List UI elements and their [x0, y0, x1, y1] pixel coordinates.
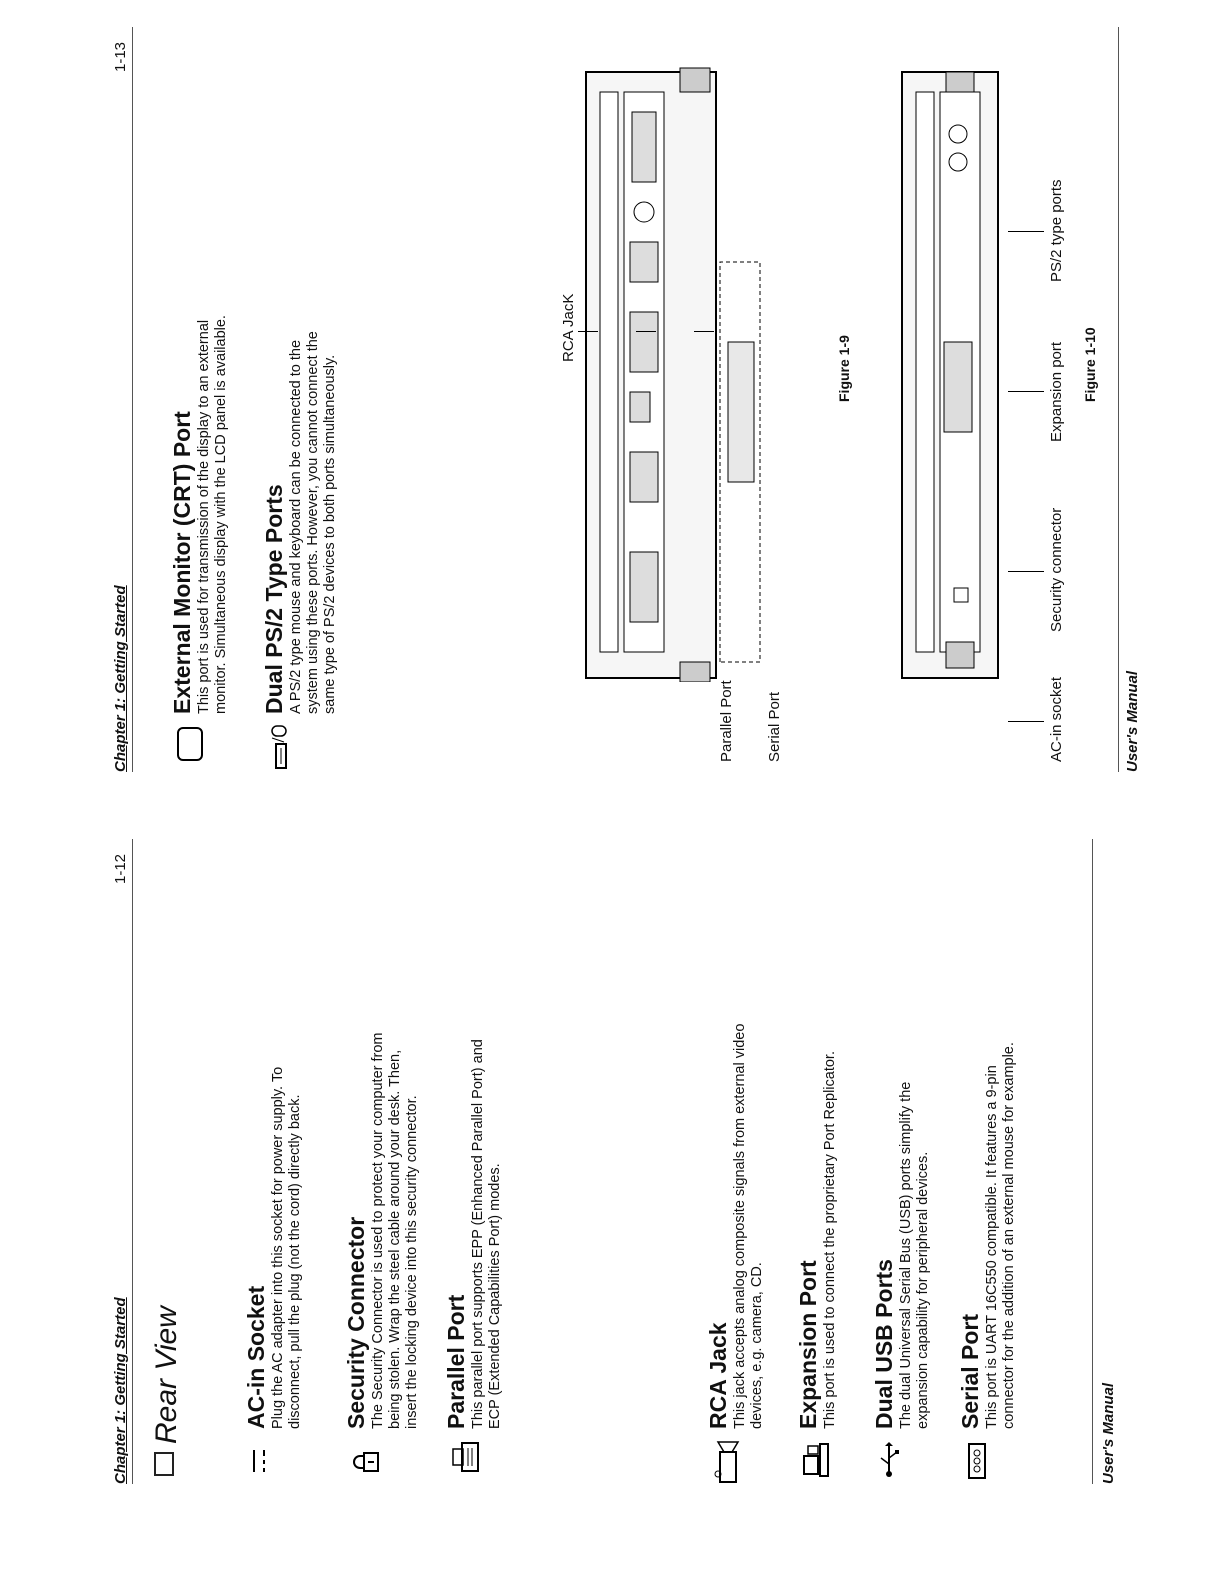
- page-1-12: [0, 792, 1224, 1584]
- footer-rule: [1118, 27, 1119, 772]
- section-heading: Parallel Port: [443, 1294, 469, 1429]
- section-heading: RCA Jack: [705, 1322, 731, 1429]
- section-heading: AC-in Socket: [243, 1285, 269, 1429]
- leader-line: [1008, 571, 1044, 572]
- leader-line: [578, 331, 598, 332]
- label-parallel-port: Parallel Port: [718, 680, 735, 762]
- section-heading: Expansion Port: [795, 1260, 821, 1429]
- section-text: This port is UART 16C550 compatible. It features a 9-pin connector for the addition of an external mouse for example.: [984, 1042, 1017, 1429]
- section-text: The Security Connector is used to protect your computer from being stolen. Wrap the steel cable around your desk. Then, insert the locking device into this security connector.: [370, 1032, 420, 1429]
- page-number: 1-12: [112, 853, 129, 884]
- section-expansion: [796, 869, 839, 1429]
- page-header: Chapter 1: Getting Started: [112, 585, 129, 772]
- serial-port-icon: [966, 1440, 988, 1480]
- label-security-connector: Security connector: [1048, 507, 1065, 632]
- section-heading: Security Connector: [343, 1216, 369, 1429]
- section-text: This parallel port supports EPP (Enhanced Parallel Port) and ECP (Extended Capabilities Port) modes.: [470, 1039, 503, 1429]
- port-replicator-icon: [800, 1442, 830, 1478]
- label-serial-port: Serial Port: [766, 691, 783, 762]
- section-parallel: [444, 869, 504, 1429]
- leader-line: [1008, 391, 1044, 392]
- label-ac-in-socket: AC-in socket: [1048, 676, 1065, 762]
- section-ac-in: [244, 869, 304, 1429]
- section-security: [344, 869, 421, 1429]
- leader-line: [1008, 231, 1044, 232]
- section-text: A PS/2 type mouse and keyboard can be connected to the system using these ports. However, you cannot connect the same type of PS/2 devices to both ports simultaneously.: [288, 331, 338, 714]
- section-text: This jack accepts analog composite signals from external video devices, e.g. camera, CD.: [732, 1023, 765, 1429]
- label-ps2-ports: PS/2 type ports: [1048, 179, 1065, 282]
- section-text: This port is used to connect the proprietary Port Replicator.: [822, 1051, 838, 1429]
- page-header: Chapter 1: Getting Started: [112, 1297, 129, 1484]
- label-rca-jack: RCA JacK: [560, 293, 577, 362]
- page-footer: User's Manual: [1100, 1382, 1117, 1484]
- section-usb: [872, 869, 932, 1429]
- monitor-icon: [176, 726, 206, 762]
- camera-icon: [712, 1440, 740, 1484]
- leader-line: [694, 331, 714, 332]
- laptop-icon: [154, 1452, 174, 1476]
- usb-icon: [878, 1442, 900, 1478]
- printer-icon: [450, 1440, 484, 1474]
- section-text: Plug the AC adapter into this socket for power supply. To disconnect, pull the plug (not the cord) directly back.: [270, 1066, 303, 1429]
- page-footer: User's Manual: [1124, 670, 1141, 772]
- figure-caption-1-10: Figure 1-10: [1082, 327, 1098, 402]
- section-heading: External Monitor (CRT) Port: [169, 411, 195, 714]
- header-rule: [132, 27, 133, 772]
- page-number: 1-13: [112, 41, 129, 72]
- section-serial: [958, 869, 1018, 1429]
- keyboard-mouse-icon: [268, 722, 290, 770]
- page-title: Rear View: [150, 1306, 184, 1476]
- leader-line: [636, 331, 656, 332]
- figure-1-9-rear-panel: [580, 62, 765, 682]
- section-heading: Serial Port: [957, 1313, 983, 1429]
- header-rule: [132, 839, 133, 1484]
- figure-1-10-rear-panel: [896, 62, 1006, 682]
- figure-caption-1-9: Figure 1-9: [836, 335, 852, 402]
- lock-icon: [352, 1450, 380, 1474]
- section-crt: [170, 94, 230, 714]
- footer-rule: [1092, 839, 1093, 1484]
- section-text: This port is used for transmission of the display to an external monitor. Simultaneous display with the LCD panel is available.: [196, 315, 229, 714]
- section-text: The dual Universal Serial Bus (USB) ports simplify the expansion capability for peripheral devices.: [898, 1081, 931, 1429]
- label-expansion-port: Expansion port: [1048, 341, 1065, 442]
- ac-plug-icon: [248, 1448, 276, 1474]
- leader-line: [1008, 721, 1044, 722]
- section-rca: [706, 869, 766, 1429]
- section-ps2: [262, 94, 339, 714]
- section-heading: Dual PS/2 Type Ports: [261, 484, 287, 714]
- section-heading: Dual USB Ports: [871, 1259, 897, 1429]
